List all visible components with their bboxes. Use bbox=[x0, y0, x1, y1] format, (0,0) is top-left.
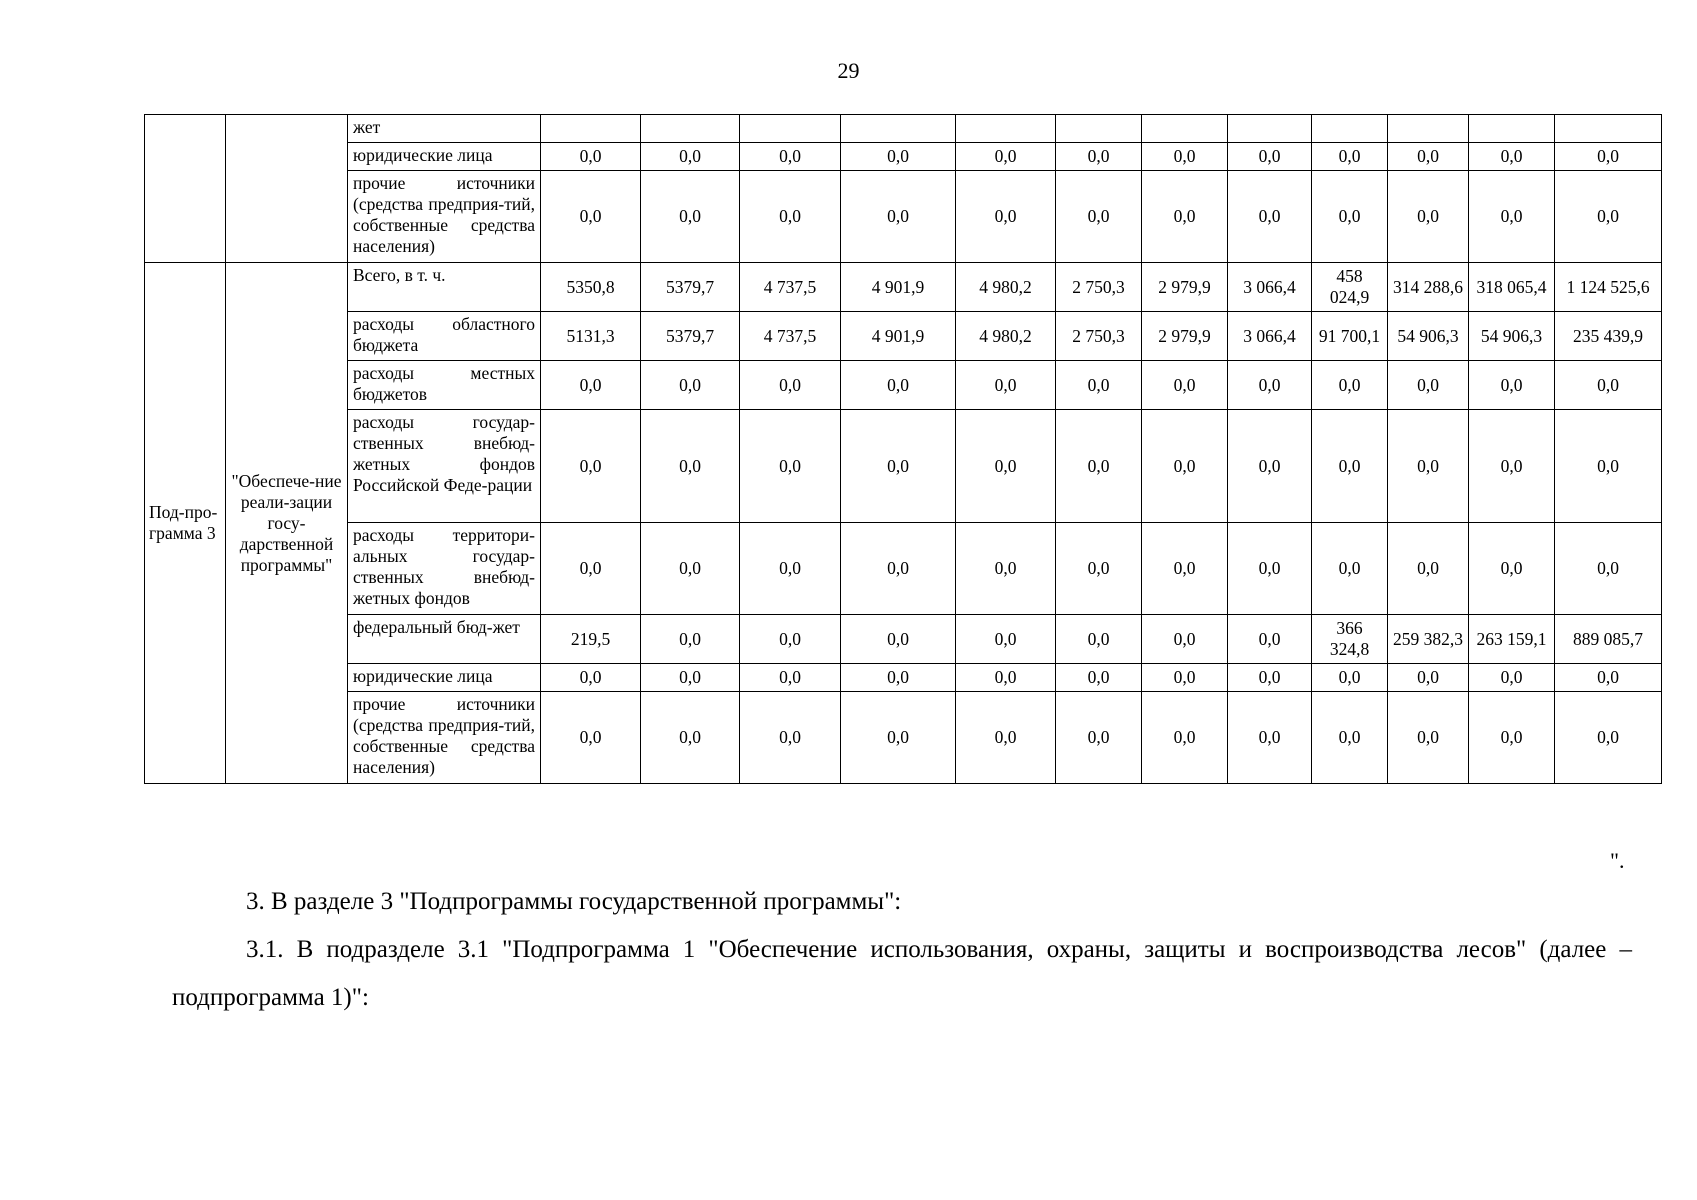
value-cell: 0,0 bbox=[841, 143, 956, 171]
value-cell: 0,0 bbox=[1228, 664, 1312, 692]
table-row bbox=[145, 615, 1662, 664]
value-cell: 2 750,3 bbox=[1056, 312, 1142, 361]
closing-quote: ". bbox=[1610, 848, 1625, 873]
value-cell: 0,0 bbox=[641, 143, 740, 171]
funding-source-cell: Всего, в т. ч. bbox=[348, 263, 541, 312]
funding-source-cell: расходы областного бюджета bbox=[348, 312, 541, 361]
value-cell: 0,0 bbox=[1469, 143, 1555, 171]
value-cell: 2 979,9 bbox=[1142, 263, 1228, 312]
subprogram-name-cell: "Обеспече-ние реали-зации госу-дарственной программы" bbox=[226, 263, 348, 784]
funding-source-cell: расходы местных бюджетов bbox=[348, 361, 541, 410]
value-cell: 0,0 bbox=[956, 615, 1056, 664]
value-cell: 0,0 bbox=[1388, 361, 1469, 410]
value-cell: 0,0 bbox=[541, 410, 641, 523]
value-cell: 0,0 bbox=[1056, 615, 1142, 664]
value-cell: 0,0 bbox=[956, 692, 1056, 784]
value-cell: 0,0 bbox=[1469, 692, 1555, 784]
table-row bbox=[145, 263, 1662, 312]
value-cell bbox=[1469, 115, 1555, 143]
paragraph-section-3: 3. В разделе 3 "Подпрограммы государственной программы": bbox=[246, 888, 902, 915]
value-cell: 0,0 bbox=[740, 143, 841, 171]
funding-source-cell: федеральный бюд-жет bbox=[348, 615, 541, 664]
value-cell: 0,0 bbox=[1056, 692, 1142, 784]
value-cell: 5350,8 bbox=[541, 263, 641, 312]
value-cell bbox=[1388, 115, 1469, 143]
value-cell: 0,0 bbox=[1469, 664, 1555, 692]
value-cell: 0,0 bbox=[956, 143, 1056, 171]
value-cell: 889 085,7 bbox=[1555, 615, 1662, 664]
subprogram-cell: Под-про-грамма 3 bbox=[145, 263, 226, 784]
value-cell: 4 980,2 bbox=[956, 312, 1056, 361]
value-cell: 0,0 bbox=[1555, 523, 1662, 615]
value-cell: 0,0 bbox=[1388, 143, 1469, 171]
value-cell: 366 324,8 bbox=[1312, 615, 1388, 664]
table-row bbox=[145, 312, 1662, 361]
value-cell: 235 439,9 bbox=[1555, 312, 1662, 361]
value-cell: 0,0 bbox=[1142, 361, 1228, 410]
funding-source-cell: юридические лица bbox=[348, 664, 541, 692]
value-cell: 0,0 bbox=[1312, 361, 1388, 410]
value-cell: 0,0 bbox=[1142, 664, 1228, 692]
value-cell: 0,0 bbox=[841, 664, 956, 692]
value-cell: 0,0 bbox=[1388, 171, 1469, 263]
value-cell: 0,0 bbox=[1056, 143, 1142, 171]
value-cell: 0,0 bbox=[641, 615, 740, 664]
value-cell: 0,0 bbox=[1228, 361, 1312, 410]
value-cell: 0,0 bbox=[1142, 171, 1228, 263]
value-cell: 0,0 bbox=[841, 361, 956, 410]
value-cell: 0,0 bbox=[956, 523, 1056, 615]
value-cell: 0,0 bbox=[841, 410, 956, 523]
value-cell bbox=[740, 115, 841, 143]
value-cell: 0,0 bbox=[1142, 143, 1228, 171]
value-cell: 0,0 bbox=[1555, 410, 1662, 523]
value-cell: 5379,7 bbox=[641, 312, 740, 361]
value-cell: 0,0 bbox=[740, 523, 841, 615]
table-row bbox=[145, 692, 1662, 784]
value-cell: 54 906,3 bbox=[1469, 312, 1555, 361]
funding-source-cell: прочие источники (средства предприя-тий, собственные средства населения) bbox=[348, 692, 541, 784]
value-cell: 2 979,9 bbox=[1142, 312, 1228, 361]
value-cell bbox=[1555, 115, 1662, 143]
funding-source-cell: прочие источники (средства предприя-тий, собственные средства населения) bbox=[348, 171, 541, 263]
value-cell: 3 066,4 bbox=[1228, 263, 1312, 312]
value-cell: 0,0 bbox=[1555, 171, 1662, 263]
value-cell: 0,0 bbox=[1555, 143, 1662, 171]
subprogram-name-cell bbox=[226, 115, 348, 263]
table-row bbox=[145, 361, 1662, 410]
value-cell: 0,0 bbox=[1056, 410, 1142, 523]
value-cell: 5131,3 bbox=[541, 312, 641, 361]
value-cell: 0,0 bbox=[740, 664, 841, 692]
value-cell: 0,0 bbox=[641, 664, 740, 692]
budget-table bbox=[144, 114, 1662, 784]
funding-source-cell: жет bbox=[348, 115, 541, 143]
value-cell: 5379,7 bbox=[641, 263, 740, 312]
table-row bbox=[145, 143, 1662, 171]
table-row bbox=[145, 171, 1662, 263]
value-cell: 0,0 bbox=[956, 664, 1056, 692]
value-cell: 0,0 bbox=[841, 523, 956, 615]
value-cell: 0,0 bbox=[956, 361, 1056, 410]
value-cell: 0,0 bbox=[641, 410, 740, 523]
value-cell: 0,0 bbox=[541, 664, 641, 692]
value-cell: 0,0 bbox=[1388, 523, 1469, 615]
value-cell: 0,0 bbox=[1228, 143, 1312, 171]
value-cell: 0,0 bbox=[1469, 361, 1555, 410]
value-cell: 0,0 bbox=[1555, 664, 1662, 692]
value-cell: 0,0 bbox=[1312, 523, 1388, 615]
table-row bbox=[145, 664, 1662, 692]
value-cell bbox=[1056, 115, 1142, 143]
value-cell: 0,0 bbox=[1312, 692, 1388, 784]
value-cell: 0,0 bbox=[1555, 692, 1662, 784]
value-cell: 0,0 bbox=[841, 615, 956, 664]
value-cell: 0,0 bbox=[1388, 692, 1469, 784]
value-cell: 0,0 bbox=[1056, 664, 1142, 692]
value-cell: 0,0 bbox=[841, 692, 956, 784]
paragraph-subsection-3-1: 3.1. В подразделе 3.1 "Подпрограмма 1 "Обеспечение использования, охраны, защиты и воспроизводства лесов" (далее – подпрограмма 1)": bbox=[172, 936, 1632, 1011]
value-cell: 0,0 bbox=[1228, 171, 1312, 263]
value-cell: 4 980,2 bbox=[956, 263, 1056, 312]
value-cell: 0,0 bbox=[541, 692, 641, 784]
value-cell: 0,0 bbox=[641, 523, 740, 615]
value-cell: 0,0 bbox=[1469, 171, 1555, 263]
value-cell: 0,0 bbox=[1469, 523, 1555, 615]
value-cell: 0,0 bbox=[1228, 692, 1312, 784]
value-cell: 0,0 bbox=[541, 361, 641, 410]
value-cell: 0,0 bbox=[1142, 615, 1228, 664]
value-cell: 0,0 bbox=[1312, 664, 1388, 692]
value-cell: 0,0 bbox=[740, 615, 841, 664]
value-cell: 0,0 bbox=[541, 143, 641, 171]
value-cell: 4 901,9 bbox=[841, 263, 956, 312]
table-row bbox=[145, 523, 1662, 615]
value-cell: 0,0 bbox=[1388, 410, 1469, 523]
value-cell: 0,0 bbox=[740, 171, 841, 263]
value-cell: 4 737,5 bbox=[740, 312, 841, 361]
funding-source-cell: юридические лица bbox=[348, 143, 541, 171]
value-cell: 0,0 bbox=[1555, 361, 1662, 410]
value-cell bbox=[956, 115, 1056, 143]
value-cell: 3 066,4 bbox=[1228, 312, 1312, 361]
table-row bbox=[145, 115, 1662, 143]
value-cell: 0,0 bbox=[1469, 410, 1555, 523]
value-cell: 0,0 bbox=[641, 692, 740, 784]
value-cell: 0,0 bbox=[1142, 523, 1228, 615]
value-cell: 219,5 bbox=[541, 615, 641, 664]
value-cell: 0,0 bbox=[1388, 664, 1469, 692]
value-cell: 0,0 bbox=[541, 523, 641, 615]
value-cell: 0,0 bbox=[1312, 171, 1388, 263]
value-cell: 0,0 bbox=[1312, 410, 1388, 523]
value-cell: 0,0 bbox=[1228, 615, 1312, 664]
value-cell bbox=[1142, 115, 1228, 143]
value-cell: 2 750,3 bbox=[1056, 263, 1142, 312]
subprogram-cell bbox=[145, 115, 226, 263]
value-cell: 0,0 bbox=[1228, 410, 1312, 523]
value-cell: 0,0 bbox=[641, 361, 740, 410]
value-cell: 54 906,3 bbox=[1388, 312, 1469, 361]
value-cell: 458 024,9 bbox=[1312, 263, 1388, 312]
value-cell: 4 737,5 bbox=[740, 263, 841, 312]
value-cell: 91 700,1 bbox=[1312, 312, 1388, 361]
value-cell: 0,0 bbox=[1056, 361, 1142, 410]
value-cell: 263 159,1 bbox=[1469, 615, 1555, 664]
table-row bbox=[145, 410, 1662, 523]
value-cell: 4 901,9 bbox=[841, 312, 956, 361]
value-cell bbox=[841, 115, 956, 143]
value-cell: 0,0 bbox=[1056, 171, 1142, 263]
value-cell: 259 382,3 bbox=[1388, 615, 1469, 664]
value-cell: 0,0 bbox=[740, 692, 841, 784]
value-cell: 0,0 bbox=[1142, 410, 1228, 523]
value-cell: 0,0 bbox=[641, 171, 740, 263]
value-cell bbox=[1312, 115, 1388, 143]
value-cell: 0,0 bbox=[956, 410, 1056, 523]
value-cell: 0,0 bbox=[1228, 523, 1312, 615]
value-cell: 0,0 bbox=[1142, 692, 1228, 784]
value-cell: 0,0 bbox=[740, 361, 841, 410]
value-cell: 318 065,4 bbox=[1469, 263, 1555, 312]
value-cell: 0,0 bbox=[956, 171, 1056, 263]
value-cell: 314 288,6 bbox=[1388, 263, 1469, 312]
value-cell: 0,0 bbox=[740, 410, 841, 523]
funding-source-cell: расходы территори-альных государ-ственных внебюд-жетных фондов bbox=[348, 523, 541, 615]
page-number: 29 bbox=[837, 58, 860, 83]
funding-source-cell: расходы государ-ственных внебюд-жетных фондов Российской Феде-рации bbox=[348, 410, 541, 523]
value-cell bbox=[1228, 115, 1312, 143]
value-cell: 0,0 bbox=[1056, 523, 1142, 615]
value-cell: 0,0 bbox=[1312, 143, 1388, 171]
value-cell: 1 124 525,6 bbox=[1555, 263, 1662, 312]
value-cell: 0,0 bbox=[841, 171, 956, 263]
value-cell bbox=[541, 115, 641, 143]
value-cell: 0,0 bbox=[541, 171, 641, 263]
value-cell bbox=[641, 115, 740, 143]
